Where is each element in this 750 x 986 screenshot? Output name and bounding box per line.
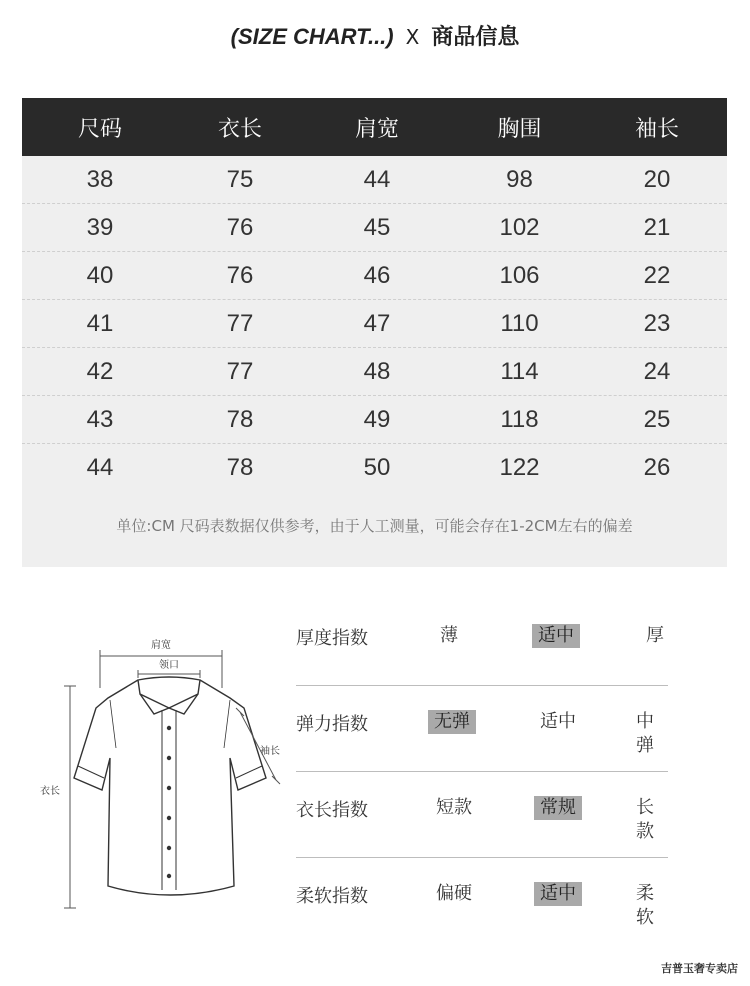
table-row bbox=[22, 396, 727, 444]
table-row bbox=[22, 252, 727, 300]
option-medium-selected: 适中 bbox=[532, 624, 580, 648]
table-row bbox=[22, 204, 727, 252]
cell-shoulder: 45 bbox=[363, 213, 391, 241]
cell-length: 77 bbox=[226, 357, 254, 385]
size-chart-table bbox=[22, 98, 727, 567]
cell-sleeve: 20 bbox=[643, 165, 671, 193]
cell-size: 41 bbox=[86, 309, 114, 337]
cell-length: 78 bbox=[226, 453, 254, 481]
cell-sleeve: 23 bbox=[643, 309, 671, 337]
cell-length: 75 bbox=[226, 165, 254, 193]
attribute-label: 衣长指数 bbox=[296, 800, 368, 821]
cell-shoulder: 49 bbox=[363, 405, 391, 433]
cell-length: 76 bbox=[226, 213, 254, 241]
cell-length: 77 bbox=[226, 309, 254, 337]
title-separator: X bbox=[405, 25, 420, 49]
cell-size: 40 bbox=[86, 261, 114, 289]
table-row bbox=[22, 348, 727, 396]
cell-size: 38 bbox=[86, 165, 114, 193]
cell-shoulder: 47 bbox=[363, 309, 391, 337]
cell-chest: 118 bbox=[500, 405, 539, 433]
header-length: 衣长 bbox=[217, 116, 262, 142]
cell-length: 76 bbox=[226, 261, 254, 289]
header-shoulder: 肩宽 bbox=[354, 116, 399, 142]
cell-chest: 98 bbox=[506, 165, 533, 193]
cell-chest: 102 bbox=[499, 213, 540, 241]
title-chinese: 商品信息 bbox=[431, 25, 520, 50]
cell-chest: 106 bbox=[499, 261, 540, 289]
option-soft: 柔软 bbox=[636, 883, 654, 928]
label-sleeve: 袖长 bbox=[260, 746, 280, 757]
cell-sleeve: 21 bbox=[643, 213, 671, 241]
option-thin: 薄 bbox=[440, 625, 458, 646]
header-size: 尺码 bbox=[77, 116, 122, 142]
attribute-label: 弹力指数 bbox=[296, 714, 368, 735]
cell-sleeve: 25 bbox=[643, 405, 671, 433]
cell-shoulder: 46 bbox=[363, 261, 391, 289]
option-medium: 适中 bbox=[540, 711, 576, 732]
option-regular-selected: 常规 bbox=[534, 796, 582, 820]
cell-chest: 114 bbox=[500, 357, 539, 385]
label-length: 衣长 bbox=[40, 786, 60, 797]
title-english: (SIZE CHART...) bbox=[230, 24, 394, 49]
label-shoulder: 肩宽 bbox=[151, 640, 171, 651]
attribute-softness bbox=[296, 858, 668, 944]
option-long: 长款 bbox=[636, 797, 654, 842]
cell-sleeve: 26 bbox=[643, 453, 671, 481]
option-medium-selected: 适中 bbox=[534, 882, 582, 906]
page-title bbox=[0, 20, 750, 51]
header-sleeve: 袖长 bbox=[634, 116, 679, 142]
label-collar: 领口 bbox=[159, 660, 179, 671]
cell-chest: 110 bbox=[500, 309, 539, 337]
attribute-label: 厚度指数 bbox=[296, 628, 368, 649]
attribute-thickness bbox=[296, 600, 668, 686]
cell-size: 44 bbox=[86, 453, 114, 481]
cell-size: 43 bbox=[86, 405, 114, 433]
cell-sleeve: 24 bbox=[643, 357, 671, 385]
option-short: 短款 bbox=[436, 797, 472, 818]
attribute-elasticity bbox=[296, 686, 668, 772]
cell-sleeve: 22 bbox=[643, 261, 671, 289]
cell-size: 42 bbox=[86, 357, 114, 385]
cell-shoulder: 44 bbox=[363, 165, 391, 193]
cell-shoulder: 48 bbox=[363, 357, 391, 385]
table-row bbox=[22, 444, 727, 491]
table-row bbox=[22, 300, 727, 348]
table-header bbox=[22, 98, 727, 156]
shirt-diagram bbox=[30, 628, 290, 918]
option-stiff: 偏硬 bbox=[436, 883, 472, 904]
cell-length: 78 bbox=[226, 405, 254, 433]
store-watermark: 吉普玉奢专卖店 bbox=[661, 962, 738, 975]
attribute-label: 柔软指数 bbox=[296, 886, 368, 907]
option-thick: 厚 bbox=[646, 625, 664, 646]
table-body bbox=[22, 156, 727, 491]
option-no-stretch-selected: 无弹 bbox=[428, 710, 476, 734]
header-chest: 胸围 bbox=[497, 116, 542, 142]
cell-size: 39 bbox=[86, 213, 114, 241]
size-note: 单位:CM 尺码表数据仅供参考，由于人工测量，可能会存在1-2CM左右的偏差 bbox=[116, 517, 633, 535]
attribute-length bbox=[296, 772, 668, 858]
cell-shoulder: 50 bbox=[363, 453, 391, 481]
cell-chest: 122 bbox=[499, 453, 540, 481]
option-mid-stretch: 中弹 bbox=[636, 711, 654, 756]
table-row bbox=[22, 156, 727, 204]
